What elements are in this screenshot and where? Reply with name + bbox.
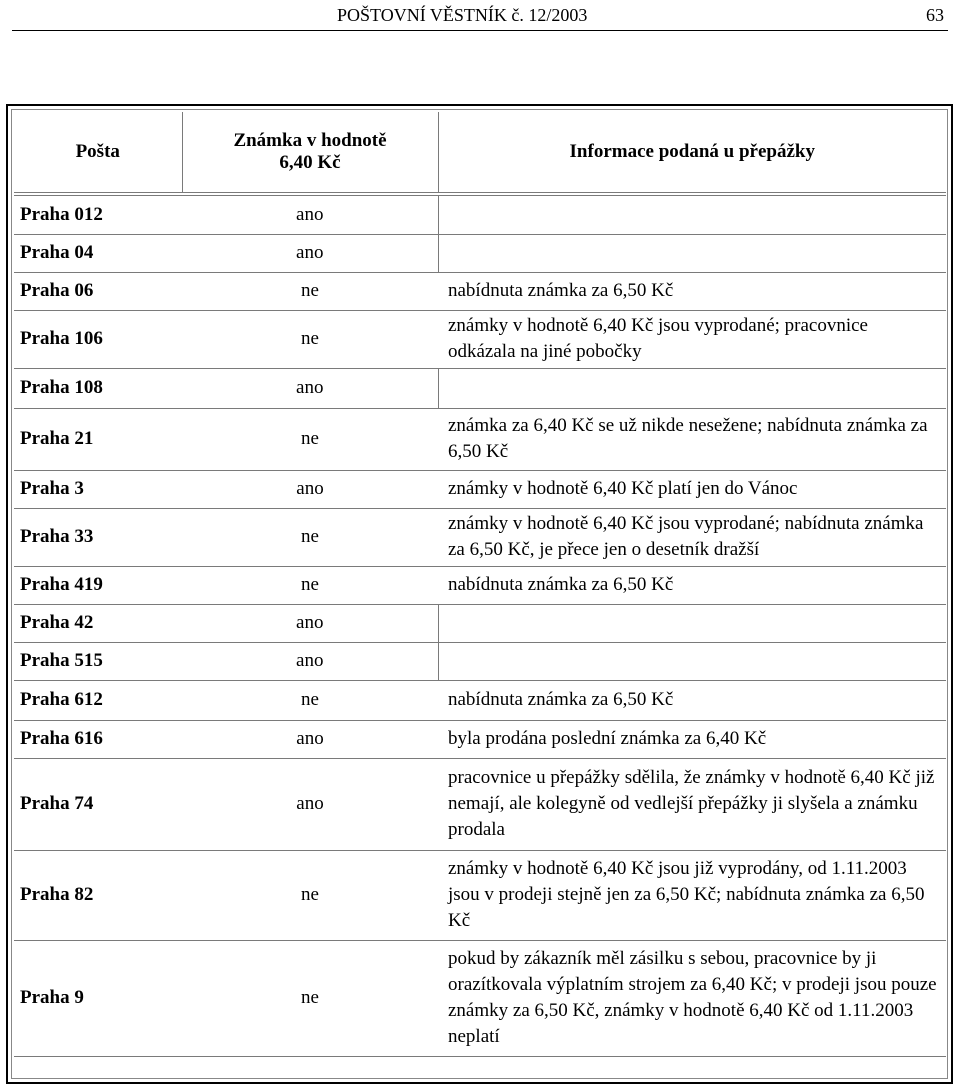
cell-stamp-available: ano [182,758,438,850]
table-row [14,720,946,758]
table-row [14,758,946,850]
table-row [14,470,946,508]
cell-stamp-available: ne [182,272,438,310]
page-header [12,0,948,31]
cell-post-office: Praha 9 [14,940,182,1056]
cell-stamp-available: ano [182,720,438,758]
cell-counter-info [438,368,946,408]
table-row [14,194,946,234]
cell-post-office: Praha 012 [14,194,182,234]
table-row [14,368,946,408]
cell-counter-info: nabídnuta známka za 6,50 Kč [438,680,946,720]
cell-counter-info [438,194,946,234]
cell-stamp-available: ne [182,508,438,566]
cell-counter-info [438,642,946,680]
cell-counter-info: pokud by zákazník měl zásilku s sebou, pracovnice by ji orazítkovala výplatním strojem za 6,40 Kč; v prodeji jsou pouze známky za 6,50 Kč, známky v hodnotě 6,40 Kč od 1.11.2003 neplatí [438,940,946,1056]
cell-counter-info [438,604,946,642]
cell-counter-info: známky v hodnotě 6,40 Kč jsou již vyprodány, od 1.11.2003 jsou v prodeji stejně jen za 6,50 Kč; nabídnuta známka za 6,50 Kč [438,850,946,940]
cell-counter-info: pracovnice u přepážky sdělila, že známky v hodnotě 6,40 Kč již nemají, ale kolegyně od vedlejší přepážky ji slyšela a známku prodala [438,758,946,850]
column-header-stamp-label: Známka v hodnotě 6,40 Kč [233,130,387,173]
cell-post-office: Praha 108 [14,368,182,408]
cell-stamp-available: ano [182,368,438,408]
cell-stamp-available: ne [182,850,438,940]
cell-post-office: Praha 04 [14,234,182,272]
cell-post-office: Praha 419 [14,566,182,604]
cell-post-office: Praha 515 [14,642,182,680]
journal-title: POŠTOVNÍ VĚSTNÍK č. 12/2003 [337,5,588,25]
cell-post-office: Praha 33 [14,508,182,566]
cell-counter-info [438,234,946,272]
cell-post-office: Praha 06 [14,272,182,310]
table-row [14,566,946,604]
table-header-row [14,112,946,194]
table-row [14,604,946,642]
cell-post-office: Praha 42 [14,604,182,642]
cell-stamp-available: ne [182,680,438,720]
table-row [14,940,946,1056]
cell-counter-info: známky v hodnotě 6,40 Kč jsou vyprodané; pracovnice odkázala na jiné pobočky [438,310,946,368]
cell-stamp-available: ano [182,234,438,272]
column-header-post: Pošta [14,112,182,194]
cell-counter-info: známky v hodnotě 6,40 Kč platí jen do Vánoc [438,470,946,508]
table-row [14,850,946,940]
table-row [14,272,946,310]
cell-stamp-available: ano [182,642,438,680]
cell-post-office: Praha 106 [14,310,182,368]
cell-stamp-available: ne [182,940,438,1056]
cell-counter-info: známky v hodnotě 6,40 Kč jsou vyprodané; nabídnuta známka za 6,50 Kč, je přece jen o desetník dražší [438,508,946,566]
table-row [14,642,946,680]
cell-counter-info: známka za 6,40 Kč se už nikde nesežene; nabídnuta známka za 6,50 Kč [438,408,946,470]
cell-post-office: Praha 82 [14,850,182,940]
table-row [14,234,946,272]
cell-post-office: Praha 612 [14,680,182,720]
cell-post-office: Praha 74 [14,758,182,850]
cell-stamp-available: ano [182,604,438,642]
cell-stamp-available: ano [182,194,438,234]
column-header-stamp [182,112,438,194]
table-row [14,508,946,566]
cell-stamp-available: ne [182,310,438,368]
cell-post-office: Praha 616 [14,720,182,758]
cell-post-office: Praha 3 [14,470,182,508]
page-number: 63 [926,5,944,25]
table-row [14,408,946,470]
table-row [14,310,946,368]
cell-counter-info: byla prodána poslední známka za 6,40 Kč [438,720,946,758]
stamp-availability-table [14,112,946,1057]
stamp-availability-table-frame [6,104,953,1084]
cell-stamp-available: ne [182,566,438,604]
column-header-info: Informace podaná u přepážky [438,112,946,194]
cell-counter-info: nabídnuta známka za 6,50 Kč [438,566,946,604]
cell-post-office: Praha 21 [14,408,182,470]
cell-stamp-available: ano [182,470,438,508]
table-row [14,680,946,720]
cell-counter-info: nabídnuta známka za 6,50 Kč [438,272,946,310]
cell-stamp-available: ne [182,408,438,470]
